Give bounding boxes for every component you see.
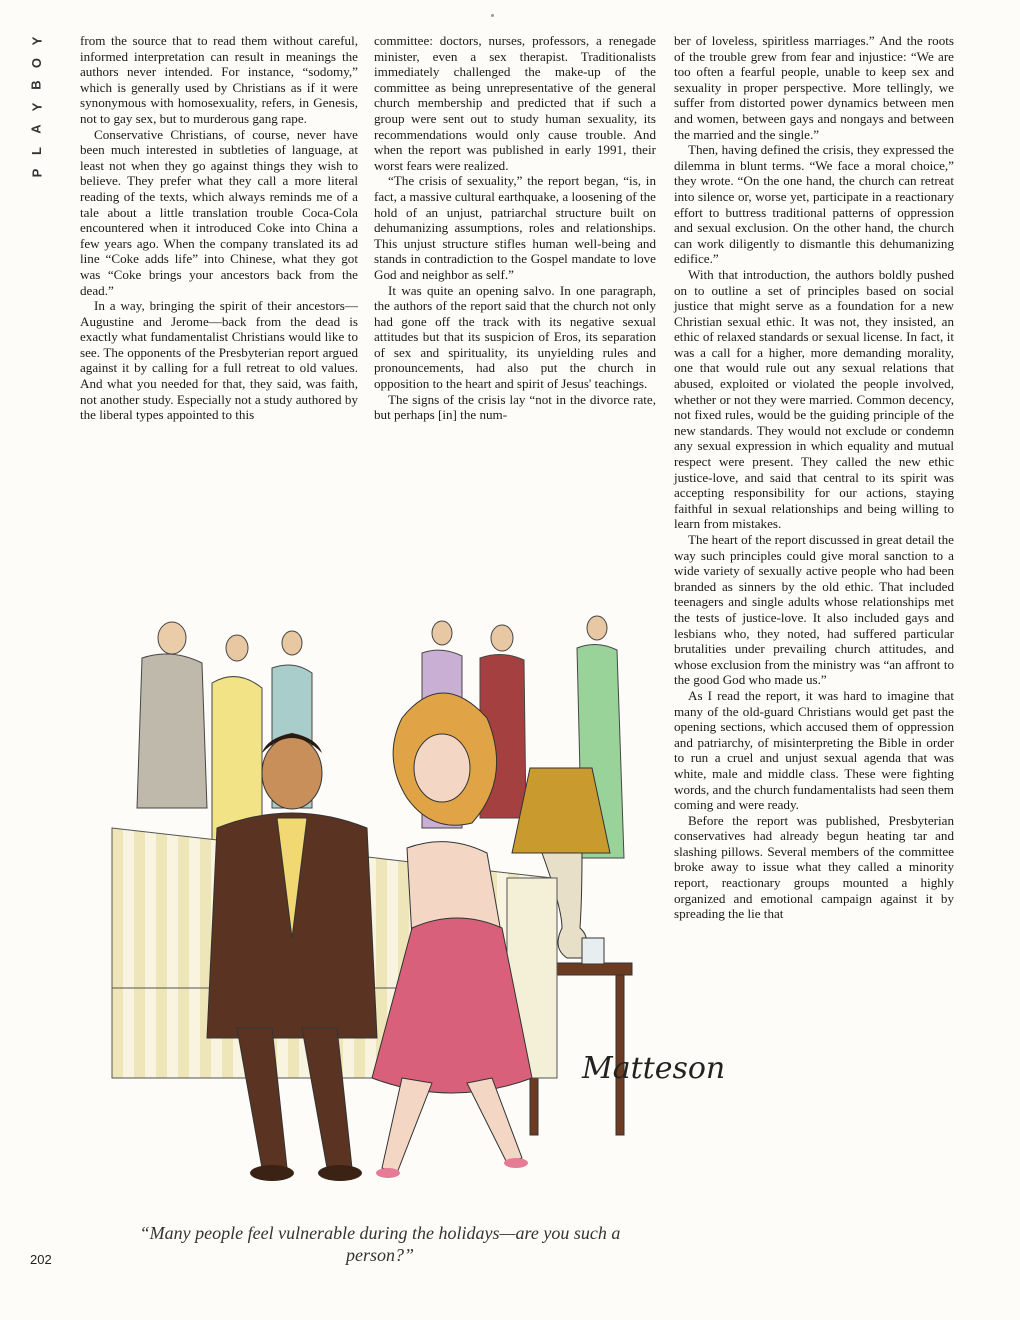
- cartoon-caption: “Many people feel vulnerable during the holidays—are you such a person?”: [139, 1223, 621, 1265]
- paragraph: Then, having defined the crisis, they expressed the dilemma in blunt terms. “We face a moral choice,” they wrote. “On the one hand, the church can retreat into silence or, worse yet, participate in a reactionary effort to buttress traditional patterns of oppression and sexual exclusion. On the other hand, the church can work diligently to dismantle this dehumanizing edifice.”: [674, 142, 954, 267]
- page-number: 202: [30, 1252, 52, 1267]
- paragraph: The heart of the report discussed in great detail the way such principles could give moral sanction to a wide variety of sexually active people who had been branded as sinners by the old ethic. That included teenagers and single adults whose relationships met the tests of justice-love. It also included gays and lesbians who, they noted, had suffered particular brutalities under prevailing church attitudes, and whose exclusion from the ministry was “an affront to the good God who made us.”: [674, 532, 954, 688]
- paragraph: In a way, bringing the spirit of their ancestors—Augustine and Jerome—back from the dead is exactly what fundamentalist Christians would like to see. The opponents of the Presbyterian report argued against it by calling for a full retreat to old values. And what you needed for that, they said, was faith, not another study. Especially not a study authored by the liberal types appointed to this: [80, 298, 358, 423]
- artist-signature: Matteson: [582, 1051, 726, 1086]
- masthead-letter: O: [29, 57, 44, 69]
- masthead-letter: B: [28, 80, 44, 90]
- masthead-vertical: [28, 30, 46, 184]
- paragraph: committee: doctors, nurses, professors, a renegade minister, even a sex therapist. Traditionalists immediately challenged the make-up of the committee as being unrepresentative of the general church membership and predicted that if such a group were sent out to study human sexuality, its recommendations would only cause trouble. And when the report was published in early 1991, their worst fears were realized.: [374, 33, 656, 173]
- text-column-3: [674, 33, 954, 922]
- text-column-1: [80, 33, 358, 423]
- paragraph: With that introduction, the authors boldly pushed on to outline a set of principles based on social justice that might serve as a foundation for a new Christian sexual ethic. It was not, they insisted, an ethic of relaxed standards or sexual license. In fact, it was a call for a higher, more demanding morality, one that would rule out any sexual relations that abused, exploited or violated the people involved, whether or not they were married. Common decency, not fixed rules, would be the guiding principle of the new standards. They would not exclude or condemn any sexual expression in which equality and mutual respect were present. They called the new ethic justice-love, and said that central to its spirit was accepting responsibility for our actions, staying faithful in sexual relationships and being willing to learn from mistakes.: [674, 266, 954, 532]
- masthead-letter: A: [28, 124, 44, 134]
- paragraph: As I read the report, it was hard to imagine that many of the old-guard Christians would get past the opening sections, which accused them of oppression and patriarchy, of misinterpreting the Bible in order to run a cruel and unjust sexual agenda that was white, male and middle class. These were fighting words, and the church fundamentalists had seen them coming and were ready.: [674, 687, 954, 813]
- paragraph: Before the report was published, Presbyterian conservatives had already begun heating tar and slashing pillows. Several members of the committee broke away to issue what they called a minority report, reactionary groups mounted a highly organized and emotional campaign against it by spreading the lie that: [674, 812, 954, 922]
- masthead-letter: L: [28, 147, 44, 155]
- paragraph: ber of loveless, spiritless marriages.” And the roots of the trouble grew from fear and injustice: “We are too often a fearful people, unable to keep sex and sexuality in proper perspective. More tellingly, we suffer from distorted power dynamics between men and women, between gays and nongays and between the married and the single.”: [674, 33, 954, 142]
- paragraph: from the source that to read them without careful, informed interpretation can result in meanings the authors never intended. For instance, “sodomy,” which is generally used by Christians as if it were synonymous with homosexuality, refers, in Genesis, not to gay sex, but to murderous gang rape.: [80, 33, 358, 126]
- paragraph: Conservative Christians, of course, never have been much interested in subtleties of language, at least not when they go against things they wish to believe. They prefer what they call a more literal reading of the texts, which always reminds me of a tale about a little translation trouble Coca-Cola encountered when it introduced Coke into China a few years ago. When the company translated its ad line “Coke adds life” into Chinese, what they got was “Coke brings your ancestors back from the dead.”: [80, 126, 358, 298]
- paragraph: The signs of the crisis lay “not in the divorce rate, but perhaps [in] the num-: [374, 391, 656, 423]
- masthead-letter: P: [28, 168, 44, 178]
- text-column-2: [374, 33, 656, 423]
- masthead-letter: Y: [28, 36, 44, 46]
- paragraph: It was quite an opening salvo. In one paragraph, the authors of the report said that the church not only had gone off the track with its negative sexual attitudes but that its suspicion of Eros, its separation of sex and spirituality, its unyielding rules and pronouncements, had also put the church in opposition to the heart and spirit of Jesus' teachings.: [374, 282, 656, 392]
- masthead-letter: Y: [28, 102, 44, 112]
- page-mark: [491, 14, 494, 17]
- paragraph: “The crisis of sexuality,” the report began, “is, in fact, a massive cultural earthquake, a loosening of the hold of an unjust, patriarchal structure built on dehumanizing assumptions, roles and relationships. This unjust structure stifles human well-being and stands in contradiction to the Gospel mandate to love God and neighbor as self.”: [374, 173, 656, 282]
- cartoon-illustration: [112, 608, 726, 1220]
